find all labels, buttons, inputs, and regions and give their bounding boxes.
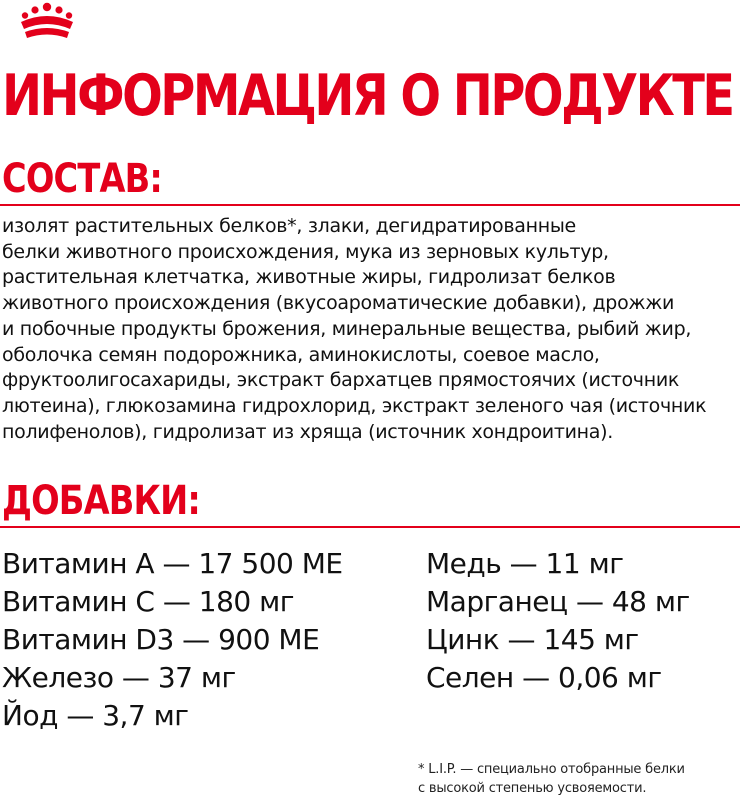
- nutrient-vitamin-c: Витамин С — 180 мг: [2, 585, 294, 618]
- composition-text: [2, 214, 734, 445]
- nutrient-manganese: Марганец — 48 мг: [426, 585, 690, 618]
- composition-line: лютеина), глюкозамина гидрохлорид, экстракт зеленого чая (источник: [2, 394, 707, 417]
- footnote-line: с высокой степенью усвояемости.: [418, 781, 647, 796]
- additives-heading: ДОБАВКИ:: [2, 478, 201, 524]
- page-title: ИНФОРМАЦИЯ О ПРОДУКТЕ: [2, 63, 733, 129]
- footnote-line: * L.I.P. — специально отобранные белки: [418, 762, 685, 777]
- nutrient-copper: Медь — 11 мг: [426, 547, 624, 580]
- crown-icon: [16, 2, 78, 42]
- nutrient-iodine: Йод — 3,7 мг: [2, 699, 189, 732]
- composition-line: белки животного происхождения, мука из зерновых культур,: [2, 240, 609, 263]
- nutrient-vitamin-d3: Витамин D3 — 900 МЕ: [2, 623, 320, 656]
- composition-heading: СОСТАВ:: [2, 156, 162, 202]
- composition-line: оболочка семян подорожника, аминокислоты, соевое масло,: [2, 343, 600, 366]
- composition-line: полифенолов), гидролизат из хряща (источник хондроитина).: [2, 420, 613, 443]
- nutrient-iron: Железо — 37 мг: [2, 661, 236, 694]
- composition-line: животного происхождения (вкусоароматические добавки), дрожжи: [2, 292, 675, 315]
- nutrient-zinc: Цинк — 145 мг: [426, 623, 639, 656]
- composition-line: и побочные продукты брожения, минеральные вещества, рыбий жир,: [2, 317, 692, 340]
- footnote: [418, 760, 738, 798]
- composition-line: изолят растительных белков*, злаки, дегидратированные: [2, 215, 576, 237]
- composition-line: фруктоолигосахариды, экстракт бархатцев прямостоячих (источник: [2, 369, 680, 392]
- additives-list-right: [426, 545, 690, 697]
- section-divider: [0, 204, 740, 206]
- section-divider: [0, 526, 740, 528]
- nutrient-selenium: Селен — 0,06 мг: [426, 661, 662, 694]
- composition-line: растительная клетчатка, животные жиры, гидролизат белков: [2, 266, 616, 289]
- additives-list-left: [2, 545, 343, 735]
- nutrient-vitamin-a: Витамин А — 17 500 МЕ: [2, 547, 343, 580]
